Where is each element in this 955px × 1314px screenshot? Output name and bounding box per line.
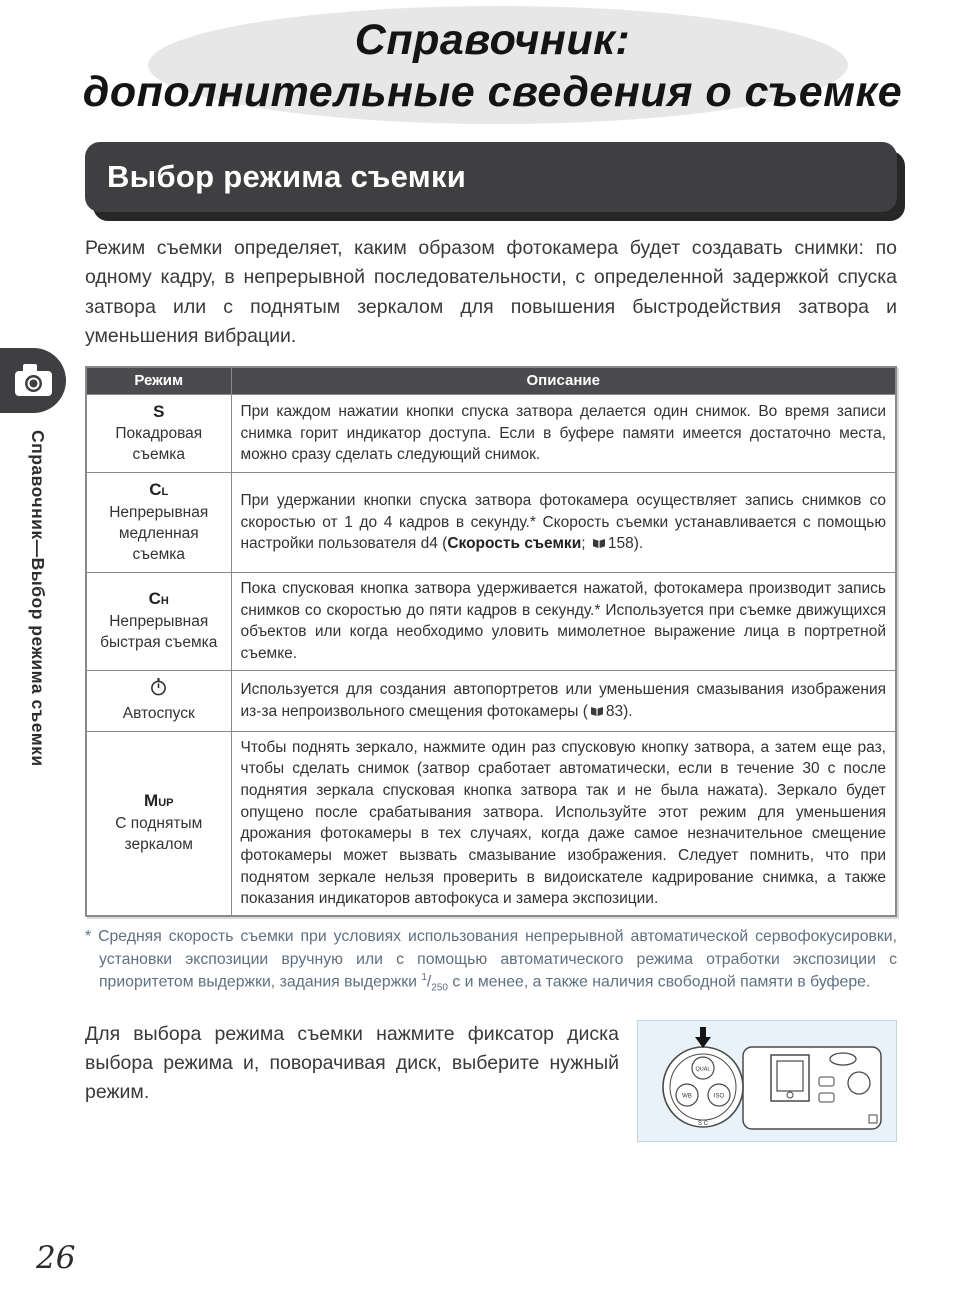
- mode-desc-continuous-high: Пока спусковая кнопка затвора удерживается нажатой, фотокамера производит запись снимков со скоростью до пяти кадров в секунду.* Используется при съемке движущихся объектов или когда необходимо уловить мимолетное выражение лица в портретной съемке.: [231, 572, 896, 670]
- chapter-title-line2: дополнительные сведения о съемке: [82, 68, 903, 117]
- mode-desc-continuous-low: При удержании кнопки спуска затвора фотокамера осуществляет запись снимков со скоростью от 1 до 4 кадров в секунду.* Скорость съемки устанавливается с помощью настройки пользователя d4 (Скорость съемки; 158).: [231, 473, 896, 573]
- table-row-self-timer: [86, 670, 896, 731]
- dial-instruction-paragraph: Для выбора режима съемки нажмите фиксатор диска выбора режима и, поворачивая диск, выберите нужный режим.: [85, 1022, 619, 1104]
- shooting-modes-table: [85, 366, 897, 917]
- svg-text:QUAL: QUAL: [695, 1066, 711, 1073]
- svg-text:WB: WB: [682, 1093, 692, 1100]
- mode-label-self-timer: Автоспуск: [122, 704, 195, 722]
- mode-desc-mirror-up: Чтобы поднять зеркало, нажмите один раз спусковую кнопку затвора, а затем еще раз, чтобы сделать снимок (затвор сработает автоматически, если в течение 30 с после поднятия зеркала спусковая кнопка затвора так и не была нажата). Зеркало будет опущено после срабатывания затвора. Используйте этот режим для уменьшения дрожания фотокамеры в тех случаях, когда даже самое незначительное смещение фотокамеры может вызвать смазывание изображения. Следует помнить, что при поднятом зеркале нельзя проверить в видоискателе кадрирование снимка, а также показания индикаторов автофокуса и замера экспозиции.: [231, 731, 896, 916]
- self-timer-icon: [93, 677, 225, 703]
- mode-label-continuous-high: Непрерывная быстрая съемка: [100, 613, 218, 652]
- fraction-numerator: 1: [421, 972, 427, 984]
- fraction-denominator: 250: [431, 982, 448, 994]
- pointer-arrow: [700, 1027, 706, 1038]
- mode-cell-self-timer: [86, 670, 231, 731]
- mode-symbol-s: S: [153, 401, 165, 421]
- chapter-title: [0, 14, 955, 119]
- section-title: Выбор режима съемки: [107, 159, 467, 194]
- sidebar-section-label: Справочник—Выбор режима съемки: [28, 430, 48, 767]
- bottom-section: [85, 1020, 897, 1142]
- camera-illustration: [647, 1025, 887, 1137]
- page-number: 26: [36, 1240, 76, 1276]
- footnote: * Средняя скорость съемки при условиях использования непрерывной автоматической сервофокусировки, установки экспозиции вручную или с помощью автоматического режима отработки экспозиции с приоритетом выдержки, задания выдержки $^1/_{250}$ с и менее, а также наличия свободной памяти в буфере.: [85, 928, 897, 994]
- main-column: [85, 142, 897, 1142]
- mode-label-continuous-low: Непрерывная медленная съемка: [109, 504, 209, 564]
- svg-text:ISO: ISO: [713, 1093, 725, 1100]
- mode-symbol-mup: MUP: [144, 791, 174, 811]
- page-reference-icon: [590, 706, 604, 717]
- camera-icon: [0, 348, 66, 413]
- table-header-mode: Режим: [86, 367, 231, 394]
- camera-top-view-figure: [637, 1020, 897, 1142]
- mode-label-single-frame: Покадровая съемка: [115, 425, 203, 464]
- mode-label-mirror-up: С поднятым зеркалом: [115, 815, 203, 854]
- mode-cell-single-frame: [86, 394, 231, 473]
- table-row-continuous-high: [86, 572, 896, 670]
- mode-cell-continuous-low: [86, 473, 231, 573]
- chapter-title-line1: Справочник:: [354, 16, 631, 64]
- page-reference-icon: [592, 538, 606, 549]
- mode-symbol-ch: CH: [148, 589, 169, 609]
- table-header-desc: Описание: [231, 367, 896, 394]
- table-row-single-frame: [86, 394, 896, 473]
- mode-desc-self-timer: Используется для создания автопортретов или уменьшения смазывания изображения из-за непроизвольного смещения фотокамеры ( 83).: [231, 670, 896, 731]
- shutter-release-button: [830, 1053, 856, 1065]
- mode-symbol-cl: CL: [149, 480, 169, 500]
- section-header: [85, 142, 897, 212]
- mode-cell-continuous-high: [86, 572, 231, 670]
- table-header-row: [86, 367, 896, 394]
- table-row-mirror-up: [86, 731, 896, 916]
- mode-cell-mirror-up: [86, 731, 231, 916]
- sidebar-camera-tab: [0, 348, 66, 413]
- intro-paragraph: Режим съемки определяет, каким образом фотокамера будет создавать снимки: по одному кадру, в непрерывной последовательности, с определенной задержкой спуска затвора или с поднятым зеркалом для повышения быстродействия затвора и уменьшения вибрации.: [85, 237, 897, 347]
- mode-desc-single-frame: При каждом нажатии кнопки спуска затвора делается один снимок. Во время записи снимка горит индикатор доступа. Если в буфере памяти имеется достаточно места, можно сразу сделать следующий снимок.: [231, 394, 896, 473]
- table-row-continuous-low: [86, 473, 896, 573]
- dial-marks: S C: [697, 1120, 709, 1127]
